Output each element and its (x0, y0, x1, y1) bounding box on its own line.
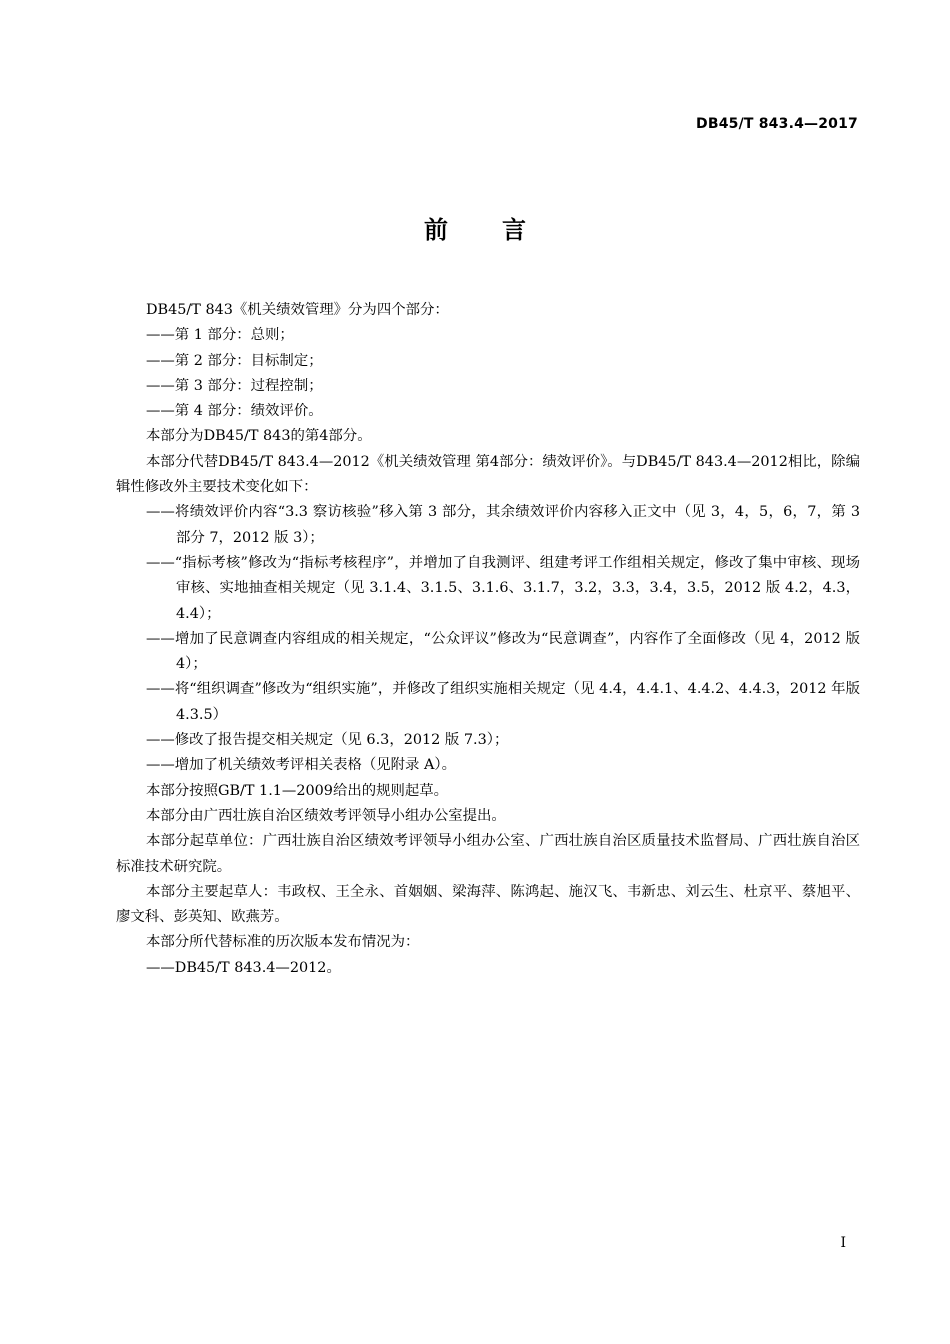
change-item-2: ——“指标考核”修改为“指标考核程序”，并增加了自我测评、组建考评工作组相关规定，修改了集中审核、现场审核、实地抽查相关规定（见 3.1.4、3.1.5、3.1.6、3.1.7，3.2，3.3，3.4，3.5，2012 版 4.2，4.3，4.4）； (146, 554, 860, 622)
foreword-body (116, 298, 860, 981)
standard-code: DB45/T 843.4—2017 (696, 116, 858, 132)
change-item-6: ——增加了机关绩效考评相关表格（见附录 A）。 (146, 757, 456, 774)
part-item-2: ——第 2 部分：目标制定； (146, 352, 323, 369)
page-number: I (840, 1235, 846, 1251)
drafting-units-paragraph: 本部分起草单位：广西壮族自治区绩效考评领导小组办公室、广西壮族自治区质量技术监督局、广西壮族自治区标准技术研究院。 (116, 833, 860, 875)
part-item-4: ——第 4 部分：绩效评价。 (146, 403, 323, 420)
drafting-rules-paragraph: 本部分按照GB/T 1.1—2009给出的规则起草。 (146, 782, 449, 799)
intro-paragraph: DB45/T 843《机关绩效管理》分为四个部分： (146, 302, 449, 318)
change-item-3: ——增加了民意调查内容组成的相关规定，“公众评议”修改为“民意调查”，内容作了全面修改（见 4，2012 版 4）； (146, 630, 860, 673)
this-part-paragraph: 本部分为DB45/T 843的第4部分。 (146, 428, 372, 445)
drafters-paragraph: 本部分主要起草人：韦政权、王全永、首姻姻、梁海萍、陈鸿起、施汉飞、韦新忠、刘云生、杜京平、蔡旭平、廖文科、彭英知、欧燕芳。 (116, 883, 860, 926)
change-item-4: ——将“组织调查”修改为“组织实施”，并修改了组织实施相关规定（见 4.4，4.4.1、4.4.2、4.4.3，2012 年版 4.3.5） (146, 681, 860, 723)
proposed-by-paragraph: 本部分由广西壮族自治区绩效考评领导小组办公室提出。 (146, 807, 506, 824)
part-item-1: ——第 1 部分：总则； (146, 327, 294, 344)
history-intro-paragraph: 本部分所代替标准的历次版本发布情况为： (146, 934, 420, 951)
replacement-paragraph: 本部分代替DB45/T 843.4—2012《机关绩效管理 第4部分：绩效评价》。与DB45/T 843.4—2012相比，除编辑性修改外主要技术变化如下： (116, 453, 860, 496)
history-item: ——DB45/T 843.4—2012。 (146, 959, 341, 976)
page-title: 前言 (424, 216, 580, 244)
change-item-5: ——修改了报告提交相关规定（见 6.3，2012 版 7.3）； (146, 732, 509, 749)
part-item-3: ——第 3 部分：过程控制； (146, 377, 323, 394)
change-item-1: ——将绩效评价内容“3.3 察访核验”移入第 3 部分，其余绩效评价内容移入正文中（见 3，4，5，6，7，第 3 部分 7，2012 版 3）； (146, 504, 860, 546)
